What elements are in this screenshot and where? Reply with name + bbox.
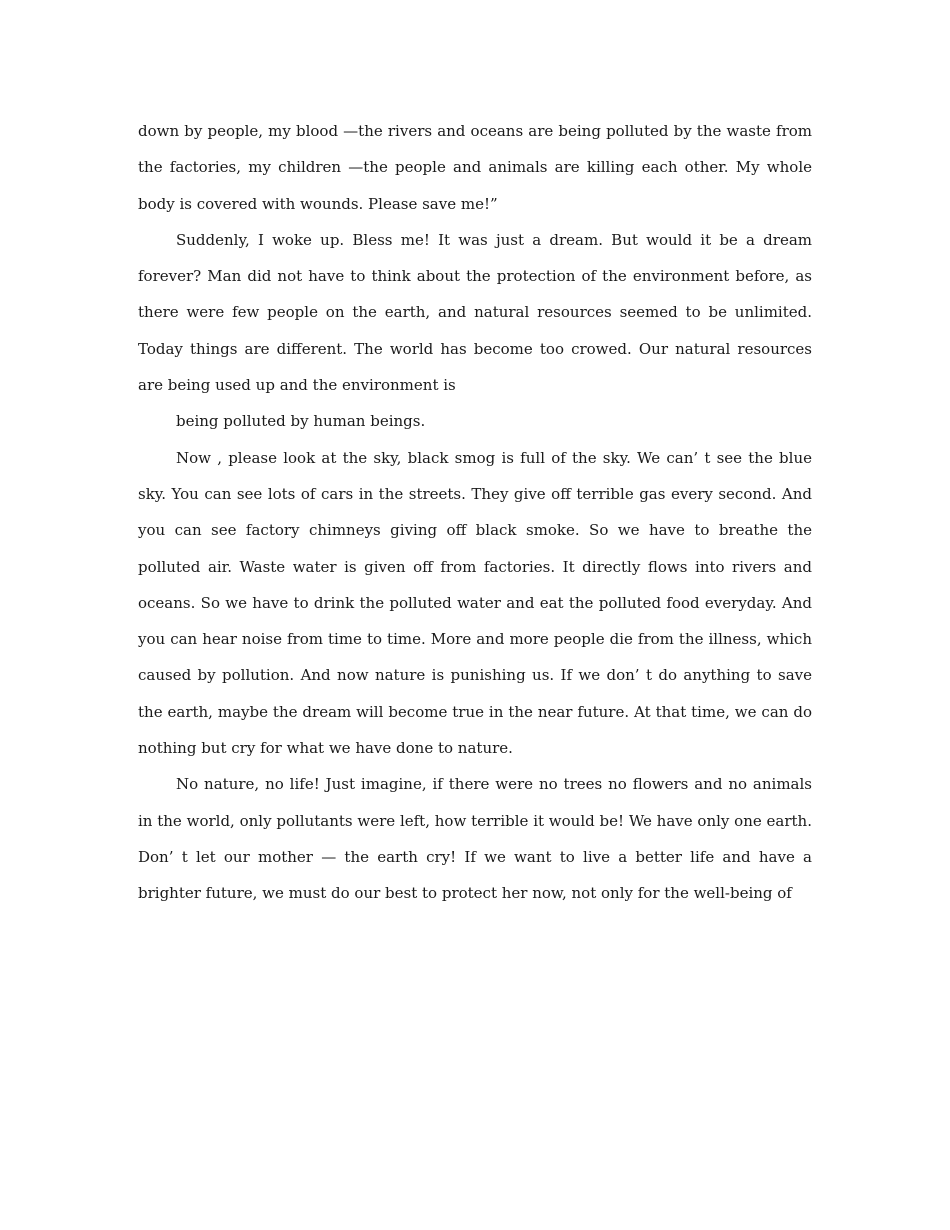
paragraph-no-nature-no-life: No nature, no life! Just imagine, if there were no trees no flowers and no animals in the world, only pollutants were left, how terrible it would be! We have only one earth. Don’ t let our mother — the earth cry! If we want to live a better life and have a brighter future, we must do our best to protect her now, not only for the well-being of [138, 775, 812, 903]
paragraph-dream-awakening: Suddenly, I woke up. Bless me! It was just a dream. But would it be a dream forever? Man did not have to think about the protection of the environment before, as there were few people on the earth, and natural resources seemed to be unlimited. Today things are different. The world has become too crowed. Our natural resources are being used up and the environment is [138, 230, 812, 395]
paragraph-continued-letter: down by people, my blood —the rivers and oceans are being polluted by the waste from the factories, my children —the people and animals are killing each other. My whole body is covered with wounds. Please save me!” [138, 122, 812, 213]
paragraph-pollution-description: Now , please look at the sky, black smog is full of the sky. We can’ t see the blue sky. You can see lots of cars in the streets. They give off terrible gas every second. And you can see factory chimneys giving off black smoke. So we have to breathe the polluted air. Waste water is given off from factories. It directly flows into rivers and oceans. So we have to drink the polluted water and eat the polluted food everyday. And you can hear noise from time to time. More and more people die from the illness, which caused by pollution. And now nature is punishing us. If we don’ t do anything to save the earth, maybe the dream will become true in the near future. At that time, we can do nothing but cry for what we have done to nature. [138, 448, 812, 758]
paragraph-fragment-line: being polluted by human beings. [176, 412, 426, 431]
essay-text [138, 113, 812, 912]
